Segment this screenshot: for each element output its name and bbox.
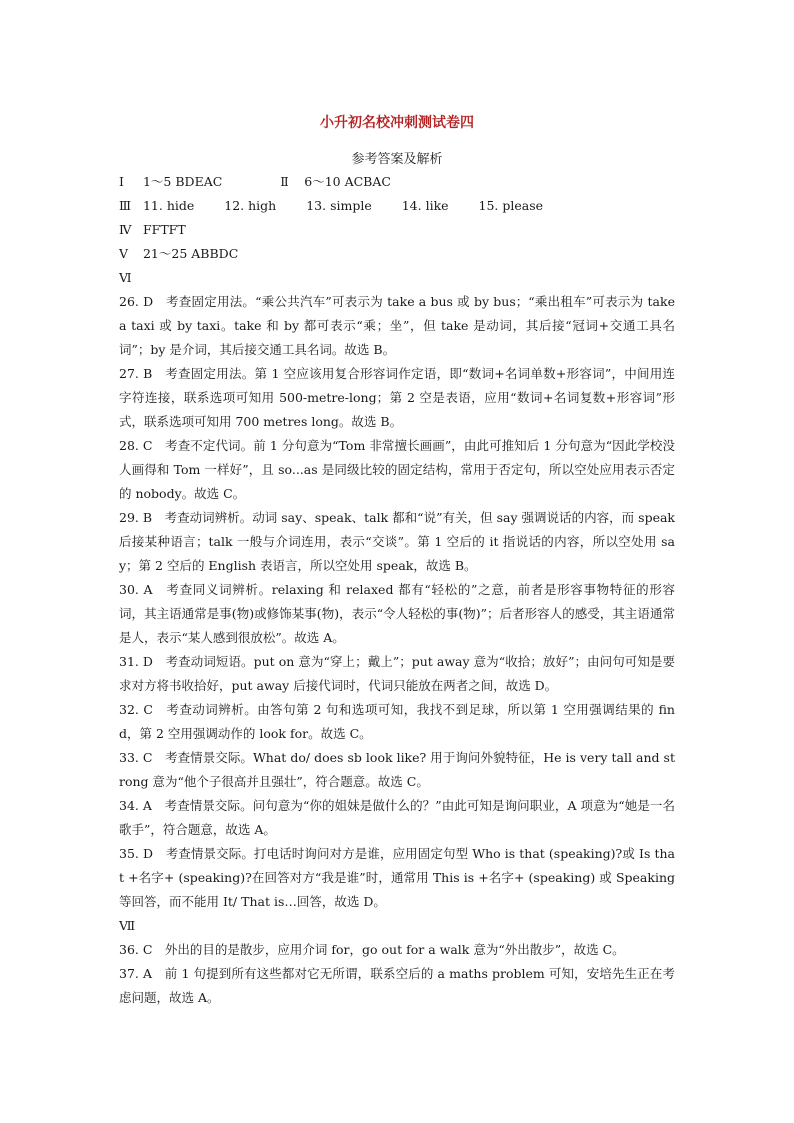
section-label: Ⅶ	[119, 918, 136, 933]
section-label: Ⅱ	[280, 174, 289, 189]
fill-answer: 13. simple	[306, 198, 372, 213]
explanation-29: 29. B 考查动词辨析。动词 say、speak、talk 都和“说”有关，但 say 强调说话的内容，而 speak 后接某种语言；talk 一般与介词连用，表示“交谈”。第 1 空后的 it 指说话的内容，所以空处用 say；第 2 空后的 English 表语言，所以空处用 speak，故选 B。	[119, 510, 675, 573]
section-3-line	[119, 194, 675, 218]
fill-answer: 15. please	[478, 198, 544, 213]
section-5-line	[119, 242, 675, 266]
explanation-36: 36. C 外出的目的是散步，应用介词 for，go out for a walk 意为“外出散步”，故选 C。	[119, 942, 625, 957]
section-answers: 6～10 ACBAC	[304, 174, 391, 189]
explanation-26: 26. D 考查固定用法。“乘公共汽车”可表示为 take a bus 或 by bus；“乘出租车”可表示为 take a taxi 或 by taxi。take 和 by 都可表示“乘；坐”，但 take 是动词，其后接“冠词+交通工具名词”；by 是介词，其后接交通工具名词。故选 B。	[119, 294, 675, 357]
answer-content	[119, 170, 675, 1010]
section-answers: FFTFT	[142, 222, 186, 237]
section-label: Ⅴ	[119, 246, 129, 261]
explanation-35: 35. D 考查情景交际。打电话时询问对方是谁，应用固定句型 Who is that (speaking)?或 Is that +名字+ (speaking)?在回答对方“我是谁”时，通常用 This is +名字+ (speaking) 或 Speaking 等回答，而不能用 It/ That is…回答，故选 D。	[119, 846, 675, 909]
fill-answer: 14. like	[401, 198, 449, 213]
section-1-2-line	[119, 170, 675, 194]
section-7-line	[119, 914, 675, 938]
section-label: Ⅲ	[119, 198, 132, 213]
section-label: Ⅵ	[119, 270, 132, 285]
page-title: 小升初名校冲刺测试卷四	[320, 115, 474, 131]
section-label: Ⅳ	[119, 222, 132, 237]
section-label: Ⅰ	[119, 174, 124, 189]
explanation-32: 32. C 考查动词辨析。由答句第 2 句和选项可知，我找不到足球，所以第 1 空用强调结果的 find，第 2 空用强调动作的 look for。故选 C。	[119, 702, 675, 741]
explanation-27: 27. B 考查固定用法。第 1 空应该用复合形容词作定语，即“数词+名词单数+形容词”，中间用连字符连接，联系选项可知用 500-metre-long；第 2 空是表语，应用“数词+名词复数+形容词”形式，联系选项可知用 700 metres long。故选 B。	[119, 366, 675, 429]
explanation-33: 33. C 考查情景交际。What do/ does sb look like? 用于询问外貌特征，He is very tall and strong 意为“他个子很高并且强壮”，符合题意。故选 C。	[119, 750, 675, 789]
explanation-28: 28. C 考查不定代词。前 1 分句意为“Tom 非常擅长画画”，由此可推知后 1 分句意为“因此学校没人画得和 Tom 一样好”，且 so...as 是同级比较的固定结构，常用于否定句，所以空处应用表示否定的 nobody。故选 C。	[119, 438, 675, 501]
section-4-line	[119, 218, 675, 242]
fill-answer: 11. hide	[142, 198, 195, 213]
explanation-37: 37. A 前 1 句提到所有这些都对它无所谓，联系空后的 a maths problem 可知，安培先生正在考虑问题，故选 A。	[119, 966, 675, 1005]
section-answers: 1～5 BDEAC	[142, 174, 223, 189]
explanation-31: 31. D 考查动词短语。put on 意为“穿上；戴上”；put away 意为“收拾；放好”；由问句可知是要求对方将书收拾好，put away 后接代词时，代词只能放在两者之间，故选 D。	[119, 654, 675, 693]
page-subtitle: 参考答案及解析	[351, 152, 443, 167]
section-6-line	[119, 266, 675, 290]
explanation-34: 34. A 考查情景交际。问句意为“你的姐妹是做什么的？”由此可知是询问职业，A 项意为“她是一名歌手”，符合题意，故选 A。	[119, 798, 675, 837]
fill-answer: 12. high	[224, 198, 277, 213]
explanation-30: 30. A 考查同义词辨析。relaxing 和 relaxed 都有“轻松的”之意，前者是形容事物特征的形容词，其主语通常是事(物)或修饰某事(物)，表示“令人轻松的事(物)”；后者形容人的感受，其主语通常是人，表示“某人感到很放松”。故选 A。	[119, 582, 675, 645]
section-answers: 21～25 ABBDC	[142, 246, 239, 261]
